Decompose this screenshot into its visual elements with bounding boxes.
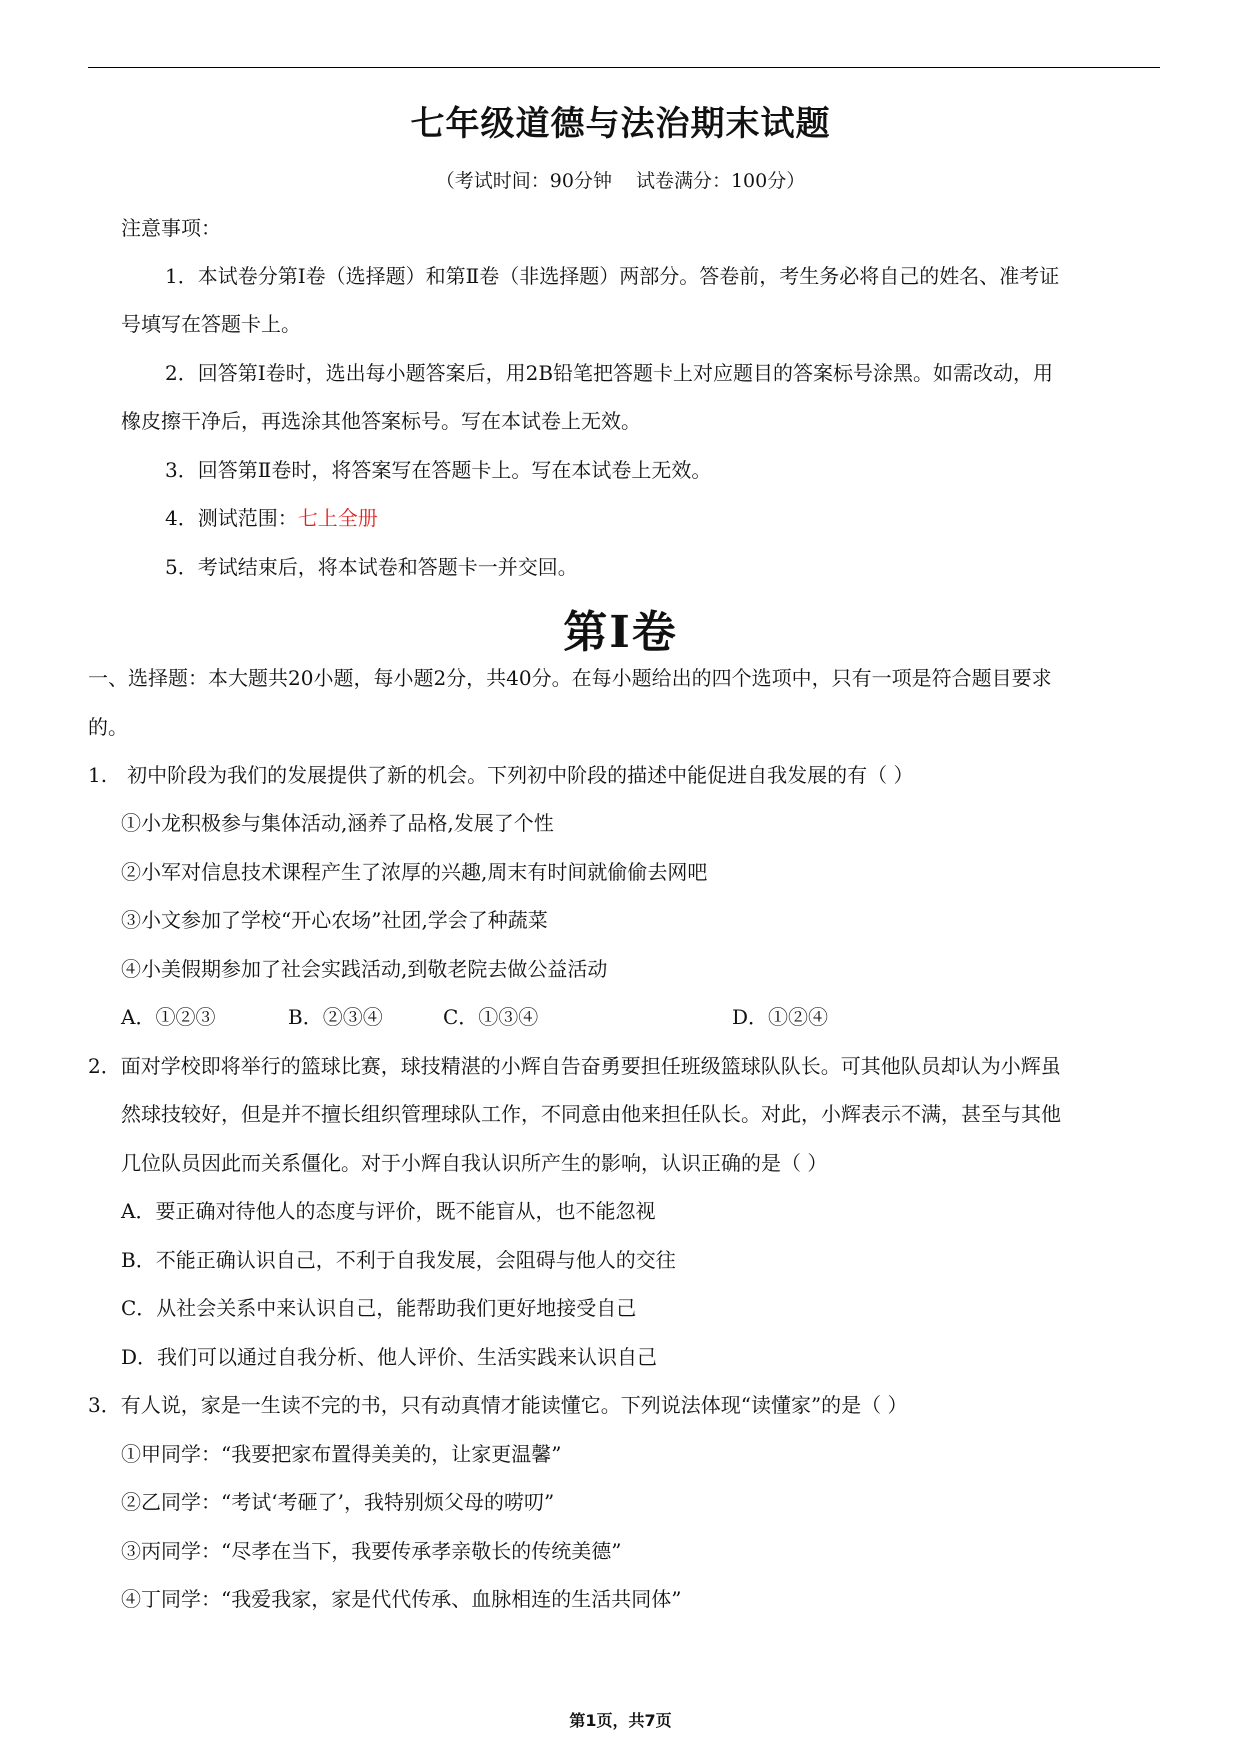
q3-statement-1: ①甲同学：“我要把家布置得美美的，让家更温馨” <box>121 1442 562 1466</box>
q3-stem: 3．有人说，家是一生读不完的书，只有动真情才能读懂它。下列说法体现“读懂家”的是（ ） <box>88 1393 908 1417</box>
q2-option-c: C．从社会关系中来认识自己，能帮助我们更好地接受自己 <box>121 1296 637 1320</box>
page-number: 第1页，共7页 <box>569 1711 672 1730</box>
q1-statement-1: ①小龙积极参与集体活动,涵养了品格,发展了个性 <box>121 811 554 835</box>
q1-option-a: A．①②③ <box>121 1005 216 1029</box>
q3-statement-2: ②乙同学：“考试‘考砸了’，我特别烦父母的唠叨” <box>121 1490 555 1514</box>
note-2-line-1: 2．回答第Ⅰ卷时，选出每小题答案后，用2B铅笔把答题卡上对应题目的答案标号涂黑。如需改动，用 <box>165 361 1054 385</box>
note-2-line-2: 橡皮擦干净后，再选涂其他答案标号。写在本试卷上无效。 <box>121 409 641 433</box>
part-1-heading: 第Ⅰ卷 <box>563 607 678 658</box>
q3-statement-4: ④丁同学：“我爱我家，家是代代传承、血脉相连的生活共同体” <box>121 1587 682 1611</box>
exam-time: （考试时间：90分钟 <box>435 170 612 192</box>
note-5: 5．考试结束后，将本试卷和答题卡一并交回。 <box>165 555 578 579</box>
note-4-prefix: 4．测试范围： <box>165 506 298 530</box>
q1-statement-4: ④小美假期参加了社会实践活动,到敬老院去做公益活动 <box>121 957 608 981</box>
exam-title: 七年级道德与法治期末试题 <box>410 104 831 144</box>
note-4-scope: 七上全册 <box>297 506 378 530</box>
q3-statement-3: ③丙同学：“尽孝在当下，我要传承孝亲敬长的传统美德” <box>121 1539 622 1563</box>
q2-option-d: D．我们可以通过自我分析、他人评价、生活实践来认识自己 <box>121 1345 658 1369</box>
note-4 <box>165 505 378 531</box>
q1-option-d: D．①②④ <box>732 1005 829 1029</box>
note-3: 3．回答第Ⅱ卷时，将答案写在答题卡上。写在本试卷上无效。 <box>165 458 712 482</box>
q1-statement-2: ②小军对信息技术课程产生了浓厚的兴趣,周末有时间就偷偷去网吧 <box>121 860 708 884</box>
q1-option-c: C．①③④ <box>443 1005 539 1029</box>
note-1-line-2: 号填写在答题卡上。 <box>121 312 301 336</box>
q2-option-b: B．不能正确认识自己，不利于自我发展，会阻碍与他人的交往 <box>121 1248 676 1272</box>
q2-option-a: A．要正确对待他人的态度与评价，既不能盲从，也不能忽视 <box>121 1199 656 1223</box>
header-rule <box>88 67 1160 68</box>
note-1-line-1: 1．本试卷分第Ⅰ卷（选择题）和第Ⅱ卷（非选择题）两部分。答卷前，考生务必将自己的姓名、准考证 <box>165 264 1060 288</box>
q1-stem: 1. 初中阶段为我们的发展提供了新的机会。下列初中阶段的描述中能促进自我发展的有（ ） <box>88 763 914 787</box>
q1-option-b: B．②③④ <box>288 1005 383 1029</box>
section-intro-line-1: 一、选择题：本大题共20小题，每小题2分，共40分。在每小题给出的四个选项中，只有一项是符合题目要求 <box>88 666 1052 690</box>
q2-stem-line-2: 然球技较好，但是并不擅长组织管理球队工作，不同意由他来担任队长。对此，小辉表示不满，甚至与其他 <box>121 1102 1061 1126</box>
q2-stem-line-1: 2．面对学校即将举行的篮球比赛，球技精湛的小辉自告奋勇要担任班级篮球队队长。可其他队员却认为小辉虽 <box>88 1054 1061 1078</box>
notes-heading: 注意事项： <box>121 216 221 240</box>
q1-statement-3: ③小文参加了学校“开心农场”社团,学会了种蔬菜 <box>121 908 548 932</box>
full-score: 试卷满分：100分） <box>635 170 806 192</box>
section-intro-line-2: 的。 <box>88 715 128 739</box>
exam-subtitle <box>0 166 1241 193</box>
q2-stem-line-3: 几位队员因此而关系僵化。对于小辉自我认识所产生的影响，认识正确的是（ ） <box>121 1151 828 1175</box>
